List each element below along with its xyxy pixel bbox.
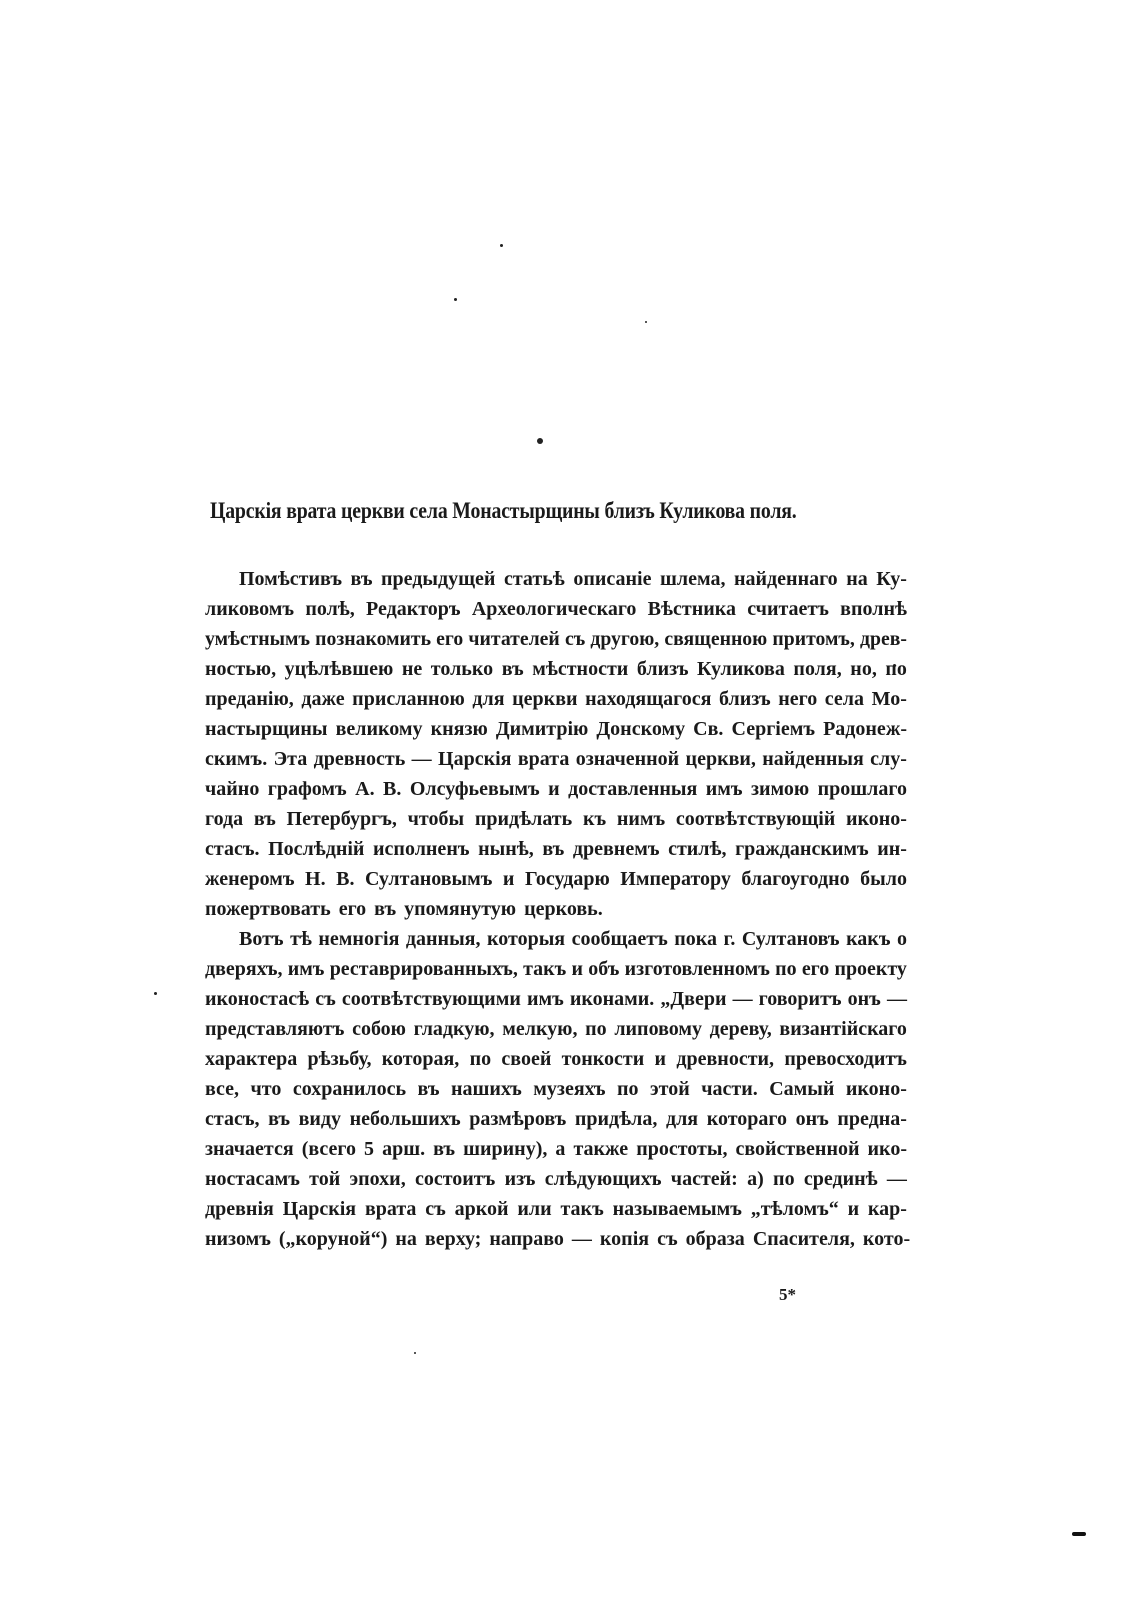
print-edge-mark <box>1072 1532 1086 1536</box>
text-line: умѣстнымъ познакомить его читателей съ другою, священною притомъ, древ- <box>205 628 907 650</box>
text-line: иконостасѣ съ соотвѣтствующими имъ иконами. „Двери — говоритъ онъ — <box>205 988 907 1010</box>
page-title: Царскія врата церкви села Монастырщины близъ Куликова поля. <box>209 498 797 523</box>
text-line: ностью, уцѣлѣвшею не только въ мѣстности близъ Куликова поля, но, по <box>205 658 907 680</box>
text-line: пожертвовать его въ упомянутую церковь. <box>205 898 603 920</box>
text-line: стасъ, въ виду небольшихъ размѣровъ придѣла, для котораго онъ предна- <box>205 1108 907 1130</box>
text-line: все, что сохранилось въ нашихъ музеяхъ по этой части. Самый иконо- <box>205 1078 907 1100</box>
paragraph-2 <box>205 924 911 1254</box>
text-line: настырщины великому князю Димитрію Донскому Св. Сергіемъ Радонеж- <box>205 718 907 740</box>
text-line: низомъ („коруной“) на верху; направо — копія съ образа Спасителя, кото- <box>205 1228 911 1250</box>
print-speck <box>454 298 457 301</box>
text-line: ностасамъ той эпохи, состоитъ изъ слѣдующихъ частей: а) по срединѣ — <box>205 1168 907 1190</box>
print-speck <box>537 438 543 444</box>
text-line: Помѣстивъ въ предыдущей статьѣ описаніе шлема, найденнаго на Ку- <box>239 568 907 590</box>
text-line: представляютъ собою гладкую, мелкую, по липовому дереву, византійскаго <box>205 1018 907 1040</box>
print-speck <box>500 244 503 247</box>
text-line: дверяхъ, имъ реставрированныхъ, такъ и объ изготовленномъ по его проекту <box>205 958 907 980</box>
page-number: 5* <box>779 1285 796 1304</box>
text-line: древнія Царскія врата съ аркой или такъ называемымъ „тѣломъ“ и кар- <box>205 1198 907 1220</box>
text-line: чайно графомъ А. В. Олсуфьевымъ и доставленныя имъ зимою прошлаго <box>205 778 907 800</box>
text-line: скимъ. Эта древность — Царскія врата означенной церкви, найденныя слу- <box>205 748 907 770</box>
text-line: ликовомъ полѣ, Редакторъ Археологическаго Вѣстника считаетъ вполнѣ <box>205 598 907 620</box>
print-speck <box>154 992 157 995</box>
text-line: Вотъ тѣ немногія данныя, которыя сообщаетъ пока г. Султановъ какъ о <box>239 928 907 950</box>
text-line: значается (всего 5 арш. въ ширину), а также простоты, свойственной ико- <box>205 1138 907 1160</box>
text-line: характера рѣзьбу, которая, по своей тонкости и древности, превосходитъ <box>205 1048 907 1070</box>
body-text <box>205 564 911 1254</box>
text-line: преданію, даже присланною для церкви находящагося близъ него села Мо- <box>205 688 907 710</box>
print-speck <box>414 1352 416 1354</box>
print-speck <box>645 321 647 323</box>
text-line: женеромъ Н. В. Султановымъ и Государю Императору благоугодно было <box>205 868 907 890</box>
paragraph-1 <box>205 564 907 924</box>
text-line: года въ Петербургъ, чтобы придѣлать къ нимъ соотвѣтствующій иконо- <box>205 808 907 830</box>
text-line: стасъ. Послѣдній исполненъ нынѣ, въ древнемъ стилѣ, гражданскимъ ин- <box>205 838 907 860</box>
